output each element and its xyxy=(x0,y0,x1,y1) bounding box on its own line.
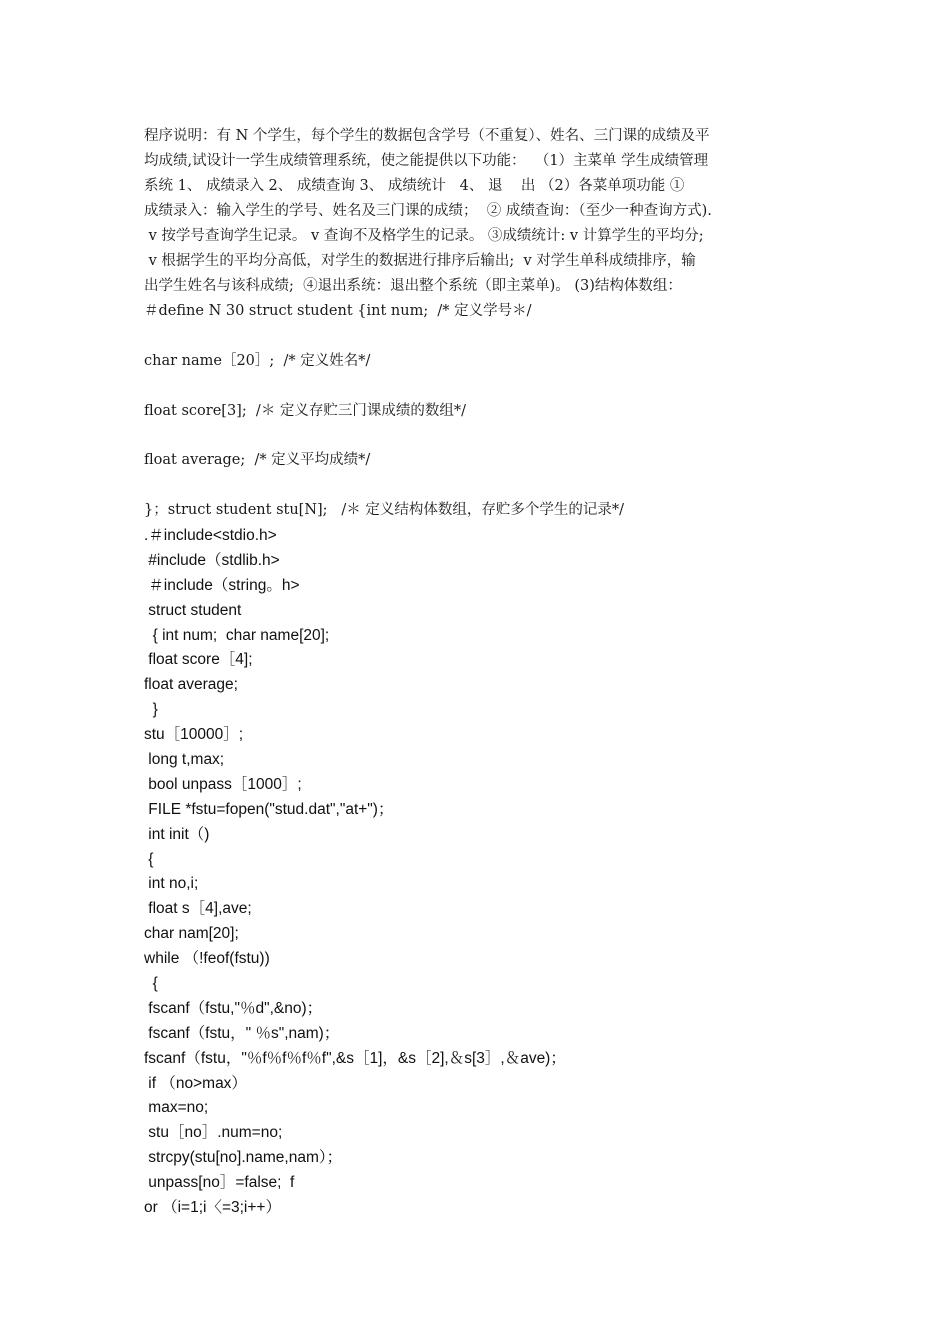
code-line: fscanf（fstu,"％d",&no)； xyxy=(144,999,323,1017)
description-line: v 按学号查询学生记录。 v 查询不及格学生的记录。 ③成绩统计: v 计算学生的平均分; xyxy=(144,228,704,244)
struct-name-line: char name［20］; /* 定义姓名*/ xyxy=(144,353,371,369)
struct-end-line: }；struct student stu[N]; /＊ 定义结构体数组，存贮多个学生的记录*/ xyxy=(144,502,625,518)
code-line: float s［4],ave; xyxy=(144,900,252,918)
description-line: 出学生姓名与该科成绩; ④退出系统：退出整个系统（即主菜单)。 (3)结构体数组： xyxy=(144,278,682,294)
code-line: .＃include<stdio.h> xyxy=(144,527,277,544)
code-line: stu［no］.num=no; xyxy=(144,1124,283,1142)
code-line: long t,max; xyxy=(144,751,225,769)
struct-score-line: float score[3]; /＊ 定义存贮三门课成绩的数组*/ xyxy=(144,403,467,419)
code-line: or （i=1;i〈=3;i++） xyxy=(144,1199,281,1217)
code-line: max=no; xyxy=(144,1099,209,1117)
code-line: fscanf（fstu，"％f％f％f％f",&s［1]，&s［2],＆s[3］,＆ave)； xyxy=(144,1049,566,1067)
code-line: } xyxy=(144,701,158,719)
description-line: 成绩录入：输入学生的学号、姓名及三门课的成绩； ② 成绩查询：（至少一种查询方式). xyxy=(144,203,712,219)
struct-average-line: float average; /* 定义平均成绩*/ xyxy=(144,452,371,468)
code-line: while （!feof(fstu)) xyxy=(144,950,270,968)
code-line: bool unpass［1000］; xyxy=(144,775,302,793)
code-line: float score［4]; xyxy=(144,651,253,669)
code-line: fscanf（fstu，" ％s",nam)； xyxy=(144,1024,340,1042)
code-line: char nam[20]; xyxy=(144,925,239,943)
program-description xyxy=(144,124,824,324)
code-line: int no,i; xyxy=(144,875,199,893)
code-line: float average; xyxy=(144,676,238,694)
code-line: { xyxy=(144,850,154,868)
description-line: 均成绩,试设计一学生成绩管理系统，使之能提供以下功能： （1）主菜单 学生成绩管理 xyxy=(144,153,709,169)
description-line: 程序说明：有 N 个学生，每个学生的数据包含学号（不重复）、姓名、三门课的成绩及平 xyxy=(144,128,710,144)
code-line: { xyxy=(144,975,158,993)
code-line: if （no>max） xyxy=(144,1074,247,1092)
code-line: { int num; char name[20]; xyxy=(144,626,330,644)
code-line: #include（stdlib.h> xyxy=(144,551,280,569)
code-line: int init（) xyxy=(144,825,210,843)
description-line: v 根据学生的平均分高低，对学生的数据进行排序后输出; v 对学生单科成绩排序，输 xyxy=(144,253,696,269)
description-line: ＃define N 30 struct student {int num; /* 定义学号＊/ xyxy=(144,303,532,319)
code-line: ＃include（string。h> xyxy=(144,576,300,594)
code-line: unpass[no］=false; f xyxy=(144,1174,295,1192)
description-line: 系统 1、 成绩录入 2、 成绩查询 3、 成绩统计 4、 退 出 （2）各菜单项功能 ① xyxy=(144,178,685,194)
source-code-block xyxy=(144,524,566,1221)
code-line: struct student xyxy=(144,601,242,619)
code-line: FILE *fstu=fopen("stud.dat","at+")； xyxy=(144,800,394,818)
code-line: strcpy(stu[no].name,nam）； xyxy=(144,1149,343,1167)
code-line: stu［10000］; xyxy=(144,726,244,744)
